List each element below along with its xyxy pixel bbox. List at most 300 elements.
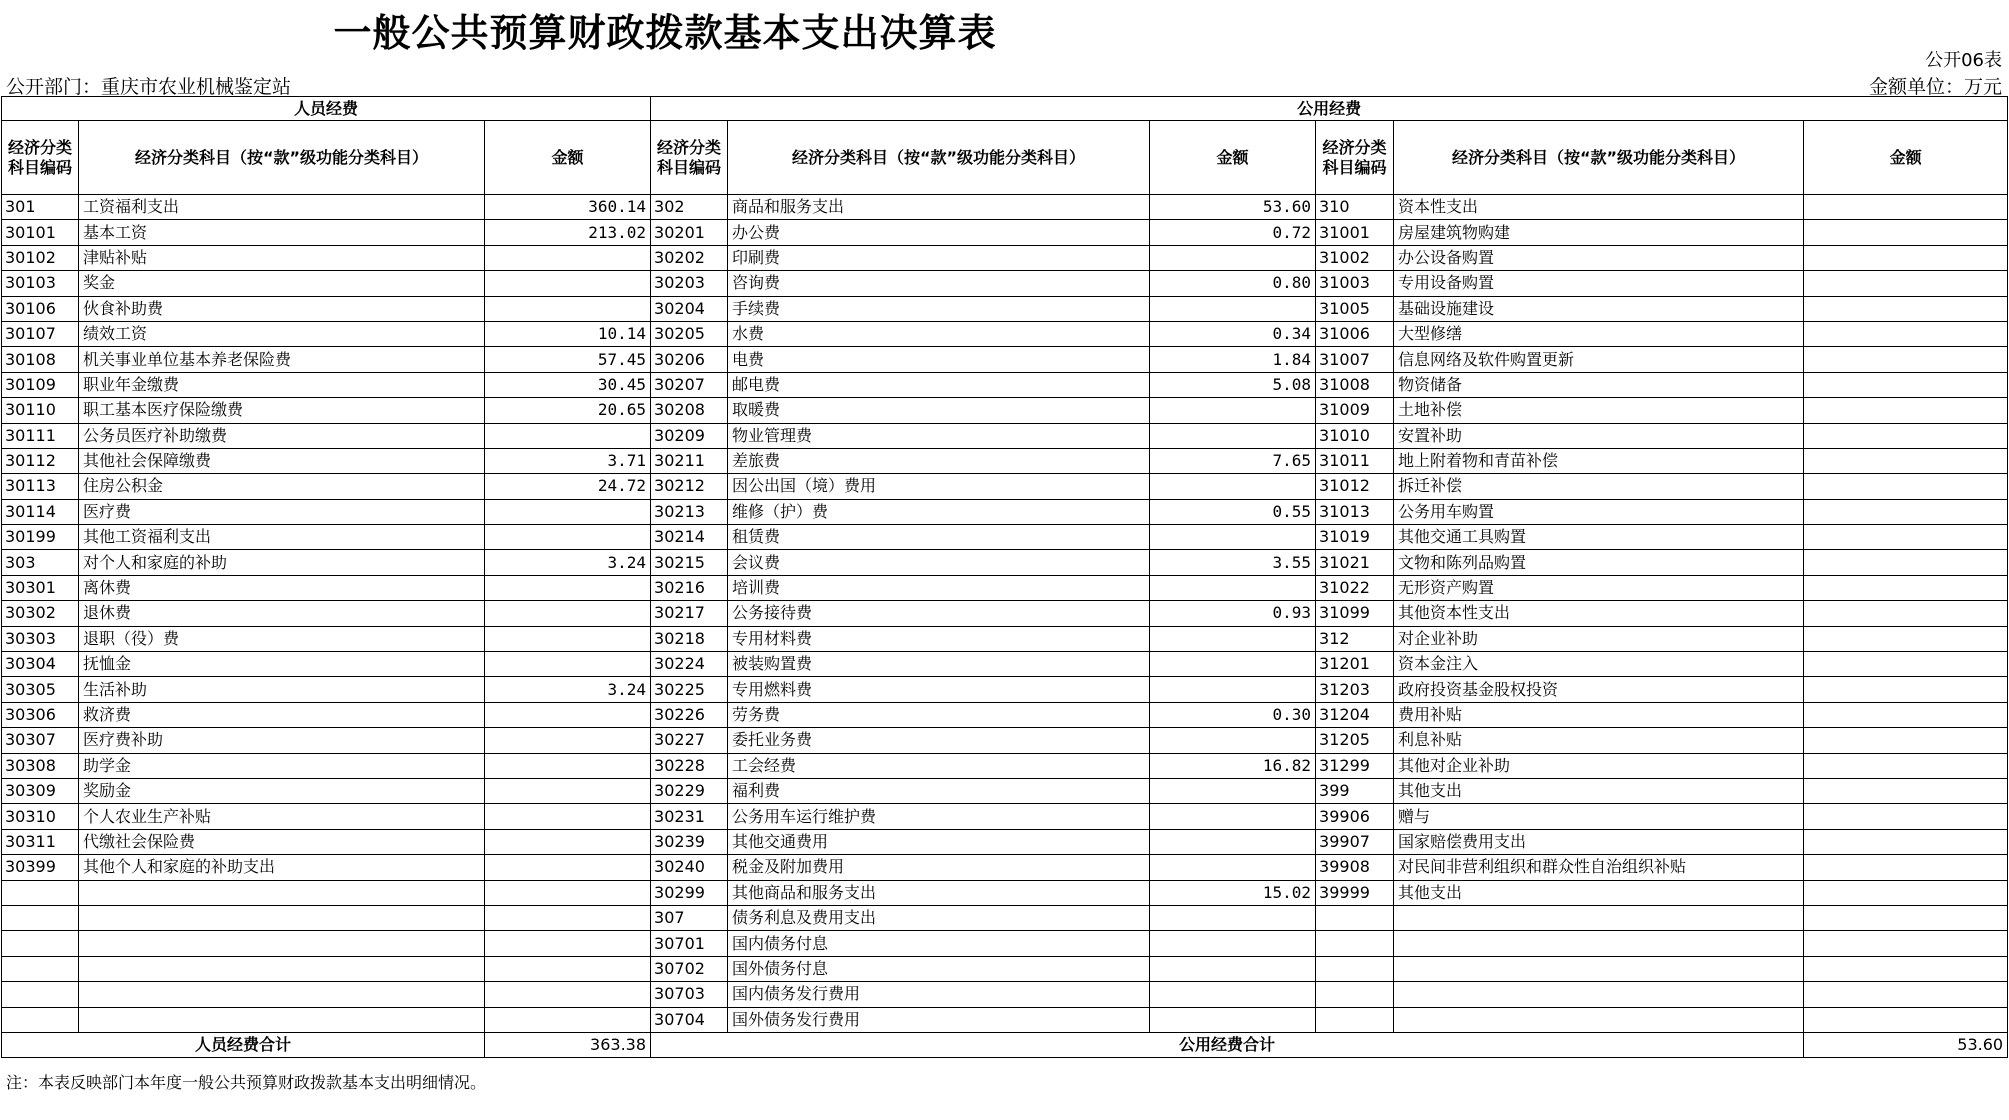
item-amount: 57.45	[485, 347, 651, 372]
item-amount	[1804, 448, 2008, 473]
table-row	[2, 880, 2008, 905]
item-code	[1316, 931, 1394, 956]
item-amount	[1804, 550, 2008, 575]
item-amount	[485, 905, 651, 930]
item-name: 基本工资	[79, 220, 485, 245]
item-amount	[1804, 956, 2008, 981]
item-code: 31005	[1316, 296, 1394, 321]
item-amount	[1804, 778, 2008, 803]
item-name: 住房公积金	[79, 474, 485, 499]
item-code: 30301	[2, 575, 79, 600]
item-name	[79, 931, 485, 956]
item-amount	[1150, 245, 1316, 270]
item-code: 30216	[651, 575, 728, 600]
item-code: 30113	[2, 474, 79, 499]
item-amount	[1150, 1007, 1316, 1032]
item-amount	[1804, 271, 2008, 296]
item-code: 31203	[1316, 677, 1394, 702]
item-code: 30110	[2, 398, 79, 423]
item-code: 30229	[651, 778, 728, 803]
table-row	[2, 372, 2008, 397]
item-code: 30214	[651, 525, 728, 550]
item-code	[1316, 905, 1394, 930]
item-code: 31013	[1316, 499, 1394, 524]
item-code: 301	[2, 195, 79, 220]
item-amount: 24.72	[485, 474, 651, 499]
item-code: 39907	[1316, 829, 1394, 854]
item-code: 30212	[651, 474, 728, 499]
item-amount: 213.02	[485, 220, 651, 245]
item-code: 30239	[651, 829, 728, 854]
table-row	[2, 1007, 2008, 1032]
item-name: 对个人和家庭的补助	[79, 550, 485, 575]
item-name: 抚恤金	[79, 652, 485, 677]
item-name: 国内债务发行费用	[728, 982, 1150, 1007]
item-code: 30215	[651, 550, 728, 575]
item-amount	[485, 855, 651, 880]
item-name	[1394, 931, 1804, 956]
item-amount	[1804, 347, 2008, 372]
item-name: 被装购置费	[728, 652, 1150, 677]
table-row	[2, 982, 2008, 1007]
item-code	[2, 956, 79, 981]
item-code: 31022	[1316, 575, 1394, 600]
item-code: 31011	[1316, 448, 1394, 473]
item-amount	[485, 626, 651, 651]
item-amount: 20.65	[485, 398, 651, 423]
item-code	[2, 931, 79, 956]
item-name: 电费	[728, 347, 1150, 372]
item-amount: 10.14	[485, 321, 651, 346]
item-amount	[1804, 296, 2008, 321]
table-row	[2, 423, 2008, 448]
item-amount: 3.55	[1150, 550, 1316, 575]
table-row	[2, 905, 2008, 930]
item-amount	[1150, 829, 1316, 854]
column-header-name: 经济分类科目（按“款”级功能分类科目）	[1394, 121, 1804, 195]
item-code: 30228	[651, 753, 728, 778]
item-name	[1394, 982, 1804, 1007]
item-code: 39908	[1316, 855, 1394, 880]
item-name: 伙食补助费	[79, 296, 485, 321]
item-code: 30218	[651, 626, 728, 651]
item-amount: 0.80	[1150, 271, 1316, 296]
item-name: 其他社会保障缴费	[79, 448, 485, 473]
item-name: 奖励金	[79, 778, 485, 803]
item-code: 30299	[651, 880, 728, 905]
item-amount	[1150, 626, 1316, 651]
item-amount: 16.82	[1150, 753, 1316, 778]
item-amount	[1804, 245, 2008, 270]
item-name: 工会经费	[728, 753, 1150, 778]
table-row	[2, 728, 2008, 753]
item-amount	[485, 829, 651, 854]
item-code: 310	[1316, 195, 1394, 220]
item-name: 绩效工资	[79, 321, 485, 346]
amount-unit-label: 金额单位：万元	[1868, 76, 2002, 98]
item-amount	[1804, 753, 2008, 778]
table-row	[2, 271, 2008, 296]
department-label: 公开部门：重庆市农业机械鉴定站	[6, 76, 292, 98]
personnel-total-value: 363.38	[485, 1032, 651, 1057]
item-name: 其他个人和家庭的补助支出	[79, 855, 485, 880]
item-amount: 3.24	[485, 550, 651, 575]
item-code: 31204	[1316, 702, 1394, 727]
item-amount	[1804, 652, 2008, 677]
item-amount	[485, 804, 651, 829]
item-name: 资本性支出	[1394, 195, 1804, 220]
item-code: 30227	[651, 728, 728, 753]
item-name: 医疗费补助	[79, 728, 485, 753]
item-amount	[1150, 652, 1316, 677]
item-name: 费用补贴	[1394, 702, 1804, 727]
item-name: 差旅费	[728, 448, 1150, 473]
item-name: 税金及附加费用	[728, 855, 1150, 880]
item-name: 其他资本性支出	[1394, 601, 1804, 626]
item-amount	[1804, 905, 2008, 930]
item-code: 31002	[1316, 245, 1394, 270]
item-name: 奖金	[79, 271, 485, 296]
item-amount	[1804, 804, 2008, 829]
column-header-amount: 金额	[1150, 121, 1316, 195]
item-amount	[1804, 575, 2008, 600]
item-name: 其他工资福利支出	[79, 525, 485, 550]
item-amount	[1804, 855, 2008, 880]
item-name	[79, 956, 485, 981]
item-code: 30304	[2, 652, 79, 677]
item-name: 利息补贴	[1394, 728, 1804, 753]
item-amount	[1150, 982, 1316, 1007]
column-header-name: 经济分类科目（按“款”级功能分类科目）	[728, 121, 1150, 195]
item-name: 助学金	[79, 753, 485, 778]
item-name: 基础设施建设	[1394, 296, 1804, 321]
item-name: 政府投资基金股权投资	[1394, 677, 1804, 702]
column-header-code: 经济分类科目编码	[1316, 121, 1394, 195]
item-code: 312	[1316, 626, 1394, 651]
item-code: 30305	[2, 677, 79, 702]
item-amount	[1804, 728, 2008, 753]
item-name: 物业管理费	[728, 423, 1150, 448]
item-amount	[485, 499, 651, 524]
public-total-label: 公用经费合计	[651, 1032, 1804, 1057]
item-name: 其他对企业补助	[1394, 753, 1804, 778]
item-amount	[1150, 905, 1316, 930]
item-name: 水费	[728, 321, 1150, 346]
table-row	[2, 321, 2008, 346]
item-amount: 0.93	[1150, 601, 1316, 626]
item-code: 30302	[2, 601, 79, 626]
item-name: 商品和服务支出	[728, 195, 1150, 220]
item-code: 31099	[1316, 601, 1394, 626]
item-name: 专用材料费	[728, 626, 1150, 651]
item-name	[79, 905, 485, 930]
item-code: 30203	[651, 271, 728, 296]
item-name: 救济费	[79, 702, 485, 727]
item-name: 国家赔偿费用支出	[1394, 829, 1804, 854]
item-name: 办公费	[728, 220, 1150, 245]
item-code: 30202	[651, 245, 728, 270]
item-name: 福利费	[728, 778, 1150, 803]
item-amount	[1150, 778, 1316, 803]
item-code: 31001	[1316, 220, 1394, 245]
table-row	[2, 829, 2008, 854]
totals-row	[2, 1032, 2008, 1057]
item-amount	[1804, 880, 2008, 905]
column-header-amount: 金额	[485, 121, 651, 195]
table-row	[2, 398, 2008, 423]
item-name: 退职（役）费	[79, 626, 485, 651]
item-amount: 15.02	[1150, 880, 1316, 905]
item-name: 专用燃料费	[728, 677, 1150, 702]
table-row	[2, 931, 2008, 956]
item-code: 30702	[651, 956, 728, 981]
table-row	[2, 474, 2008, 499]
item-code: 30307	[2, 728, 79, 753]
item-name: 咨询费	[728, 271, 1150, 296]
table-row	[2, 296, 2008, 321]
item-code	[2, 905, 79, 930]
item-name: 安置补助	[1394, 423, 1804, 448]
item-name: 其他支出	[1394, 880, 1804, 905]
item-amount: 3.24	[485, 677, 651, 702]
footnote: 注：本表反映部门本年度一般公共预算财政拨款基本支出明细情况。	[6, 1073, 487, 1092]
table-row	[2, 652, 2008, 677]
expenditure-table	[1, 96, 2008, 1058]
table-row	[2, 753, 2008, 778]
table-row	[2, 804, 2008, 829]
item-name: 租赁费	[728, 525, 1150, 550]
item-name	[1394, 1007, 1804, 1032]
item-amount	[485, 956, 651, 981]
item-name	[79, 1007, 485, 1032]
item-code: 30107	[2, 321, 79, 346]
item-code: 30111	[2, 423, 79, 448]
item-amount	[1150, 525, 1316, 550]
table-row	[2, 347, 2008, 372]
item-name: 工资福利支出	[79, 195, 485, 220]
personnel-total-label: 人员经费合计	[2, 1032, 485, 1057]
item-amount: 0.72	[1150, 220, 1316, 245]
table-row	[2, 855, 2008, 880]
group-header-personnel: 人员经费	[2, 97, 651, 121]
table-row	[2, 525, 2008, 550]
item-amount	[485, 778, 651, 803]
table-row	[2, 956, 2008, 981]
item-name: 债务利息及费用支出	[728, 905, 1150, 930]
item-code: 399	[1316, 778, 1394, 803]
item-code	[2, 982, 79, 1007]
item-code: 30108	[2, 347, 79, 372]
item-amount: 0.30	[1150, 702, 1316, 727]
item-name: 个人农业生产补贴	[79, 804, 485, 829]
table-row	[2, 195, 2008, 220]
item-name: 文物和陈列品购置	[1394, 550, 1804, 575]
item-code: 30199	[2, 525, 79, 550]
table-row	[2, 601, 2008, 626]
item-name: 手续费	[728, 296, 1150, 321]
item-amount	[1804, 195, 2008, 220]
item-name: 邮电费	[728, 372, 1150, 397]
item-code: 30201	[651, 220, 728, 245]
item-amount: 0.55	[1150, 499, 1316, 524]
item-name: 资本金注入	[1394, 652, 1804, 677]
item-code	[1316, 1007, 1394, 1032]
item-name: 代缴社会保险费	[79, 829, 485, 854]
item-amount	[485, 702, 651, 727]
table-row	[2, 550, 2008, 575]
item-name: 离休费	[79, 575, 485, 600]
item-amount	[485, 1007, 651, 1032]
table-row	[2, 245, 2008, 270]
item-name: 对民间非营利组织和群众性自治组织补贴	[1394, 855, 1804, 880]
item-name	[1394, 956, 1804, 981]
item-code: 31009	[1316, 398, 1394, 423]
item-code: 30224	[651, 652, 728, 677]
table-row	[2, 220, 2008, 245]
table-row	[2, 778, 2008, 803]
item-name: 公务员医疗补助缴费	[79, 423, 485, 448]
item-amount: 1.84	[1150, 347, 1316, 372]
item-name: 其他交通费用	[728, 829, 1150, 854]
item-amount	[485, 245, 651, 270]
item-name: 办公设备购置	[1394, 245, 1804, 270]
item-name: 地上附着物和青苗补偿	[1394, 448, 1804, 473]
item-code: 30226	[651, 702, 728, 727]
item-name: 其他商品和服务支出	[728, 880, 1150, 905]
item-name: 机关事业单位基本养老保险费	[79, 347, 485, 372]
item-code: 30308	[2, 753, 79, 778]
item-amount	[485, 271, 651, 296]
item-amount	[1804, 525, 2008, 550]
item-amount	[1150, 728, 1316, 753]
public-total-value: 53.60	[1804, 1032, 2008, 1057]
item-amount	[1804, 1007, 2008, 1032]
item-amount	[485, 652, 651, 677]
item-name: 无形资产购置	[1394, 575, 1804, 600]
column-header-code: 经济分类科目编码	[2, 121, 79, 195]
item-code: 30306	[2, 702, 79, 727]
item-amount	[1804, 982, 2008, 1007]
item-name	[79, 982, 485, 1007]
item-name	[1394, 905, 1804, 930]
item-name: 土地补偿	[1394, 398, 1804, 423]
item-amount	[1150, 398, 1316, 423]
item-amount: 3.71	[485, 448, 651, 473]
item-code: 31299	[1316, 753, 1394, 778]
item-name: 房屋建筑物购建	[1394, 220, 1804, 245]
item-code: 31007	[1316, 347, 1394, 372]
item-name	[79, 880, 485, 905]
item-amount	[485, 931, 651, 956]
item-code: 30204	[651, 296, 728, 321]
item-name: 职工基本医疗保险缴费	[79, 398, 485, 423]
item-code: 302	[651, 195, 728, 220]
page-title: 一般公共预算财政拨款基本支出决算表	[333, 11, 997, 55]
item-amount	[1804, 499, 2008, 524]
item-code: 31006	[1316, 321, 1394, 346]
item-amount	[1804, 931, 2008, 956]
item-code: 31205	[1316, 728, 1394, 753]
item-code: 30231	[651, 804, 728, 829]
item-code: 31201	[1316, 652, 1394, 677]
group-header-public: 公用经费	[651, 97, 2008, 121]
item-code: 31003	[1316, 271, 1394, 296]
item-amount: 30.45	[485, 372, 651, 397]
item-name: 劳务费	[728, 702, 1150, 727]
item-code: 30112	[2, 448, 79, 473]
item-amount	[1804, 601, 2008, 626]
table-row	[2, 677, 2008, 702]
item-name: 公务接待费	[728, 601, 1150, 626]
item-name: 物资储备	[1394, 372, 1804, 397]
item-name: 培训费	[728, 575, 1150, 600]
item-code: 30106	[2, 296, 79, 321]
item-amount	[1150, 804, 1316, 829]
item-code: 30101	[2, 220, 79, 245]
item-amount	[1150, 474, 1316, 499]
item-name: 国内债务付息	[728, 931, 1150, 956]
item-amount	[485, 880, 651, 905]
item-name: 维修（护）费	[728, 499, 1150, 524]
item-code: 30217	[651, 601, 728, 626]
item-amount	[1150, 423, 1316, 448]
item-code: 30225	[651, 677, 728, 702]
item-name: 公务用车购置	[1394, 499, 1804, 524]
item-amount: 0.34	[1150, 321, 1316, 346]
item-name: 信息网络及软件购置更新	[1394, 347, 1804, 372]
item-amount	[485, 296, 651, 321]
item-code: 30399	[2, 855, 79, 880]
column-header-amount: 金额	[1804, 121, 2008, 195]
item-amount	[1150, 677, 1316, 702]
item-name: 其他支出	[1394, 778, 1804, 803]
item-code: 30109	[2, 372, 79, 397]
item-amount: 53.60	[1150, 195, 1316, 220]
table-row	[2, 702, 2008, 727]
item-code: 30311	[2, 829, 79, 854]
item-name: 生活补助	[79, 677, 485, 702]
item-code: 307	[651, 905, 728, 930]
item-amount	[1150, 956, 1316, 981]
item-name: 津贴补贴	[79, 245, 485, 270]
item-amount	[485, 525, 651, 550]
item-name: 因公出国（境）费用	[728, 474, 1150, 499]
item-amount	[1150, 931, 1316, 956]
item-code: 30102	[2, 245, 79, 270]
item-code: 30208	[651, 398, 728, 423]
item-name: 职业年金缴费	[79, 372, 485, 397]
item-name: 大型修缮	[1394, 321, 1804, 346]
item-amount: 5.08	[1150, 372, 1316, 397]
item-code: 31012	[1316, 474, 1394, 499]
item-amount	[1804, 220, 2008, 245]
item-code: 30103	[2, 271, 79, 296]
item-name: 对企业补助	[1394, 626, 1804, 651]
item-code: 30209	[651, 423, 728, 448]
item-amount: 360.14	[485, 195, 651, 220]
item-code: 30240	[651, 855, 728, 880]
item-code: 39906	[1316, 804, 1394, 829]
item-code: 30703	[651, 982, 728, 1007]
item-code: 31021	[1316, 550, 1394, 575]
item-amount	[485, 982, 651, 1007]
item-amount: 7.65	[1150, 448, 1316, 473]
item-amount	[485, 601, 651, 626]
item-amount	[1804, 702, 2008, 727]
item-name: 其他交通工具购置	[1394, 525, 1804, 550]
item-code: 30303	[2, 626, 79, 651]
item-amount	[1804, 398, 2008, 423]
